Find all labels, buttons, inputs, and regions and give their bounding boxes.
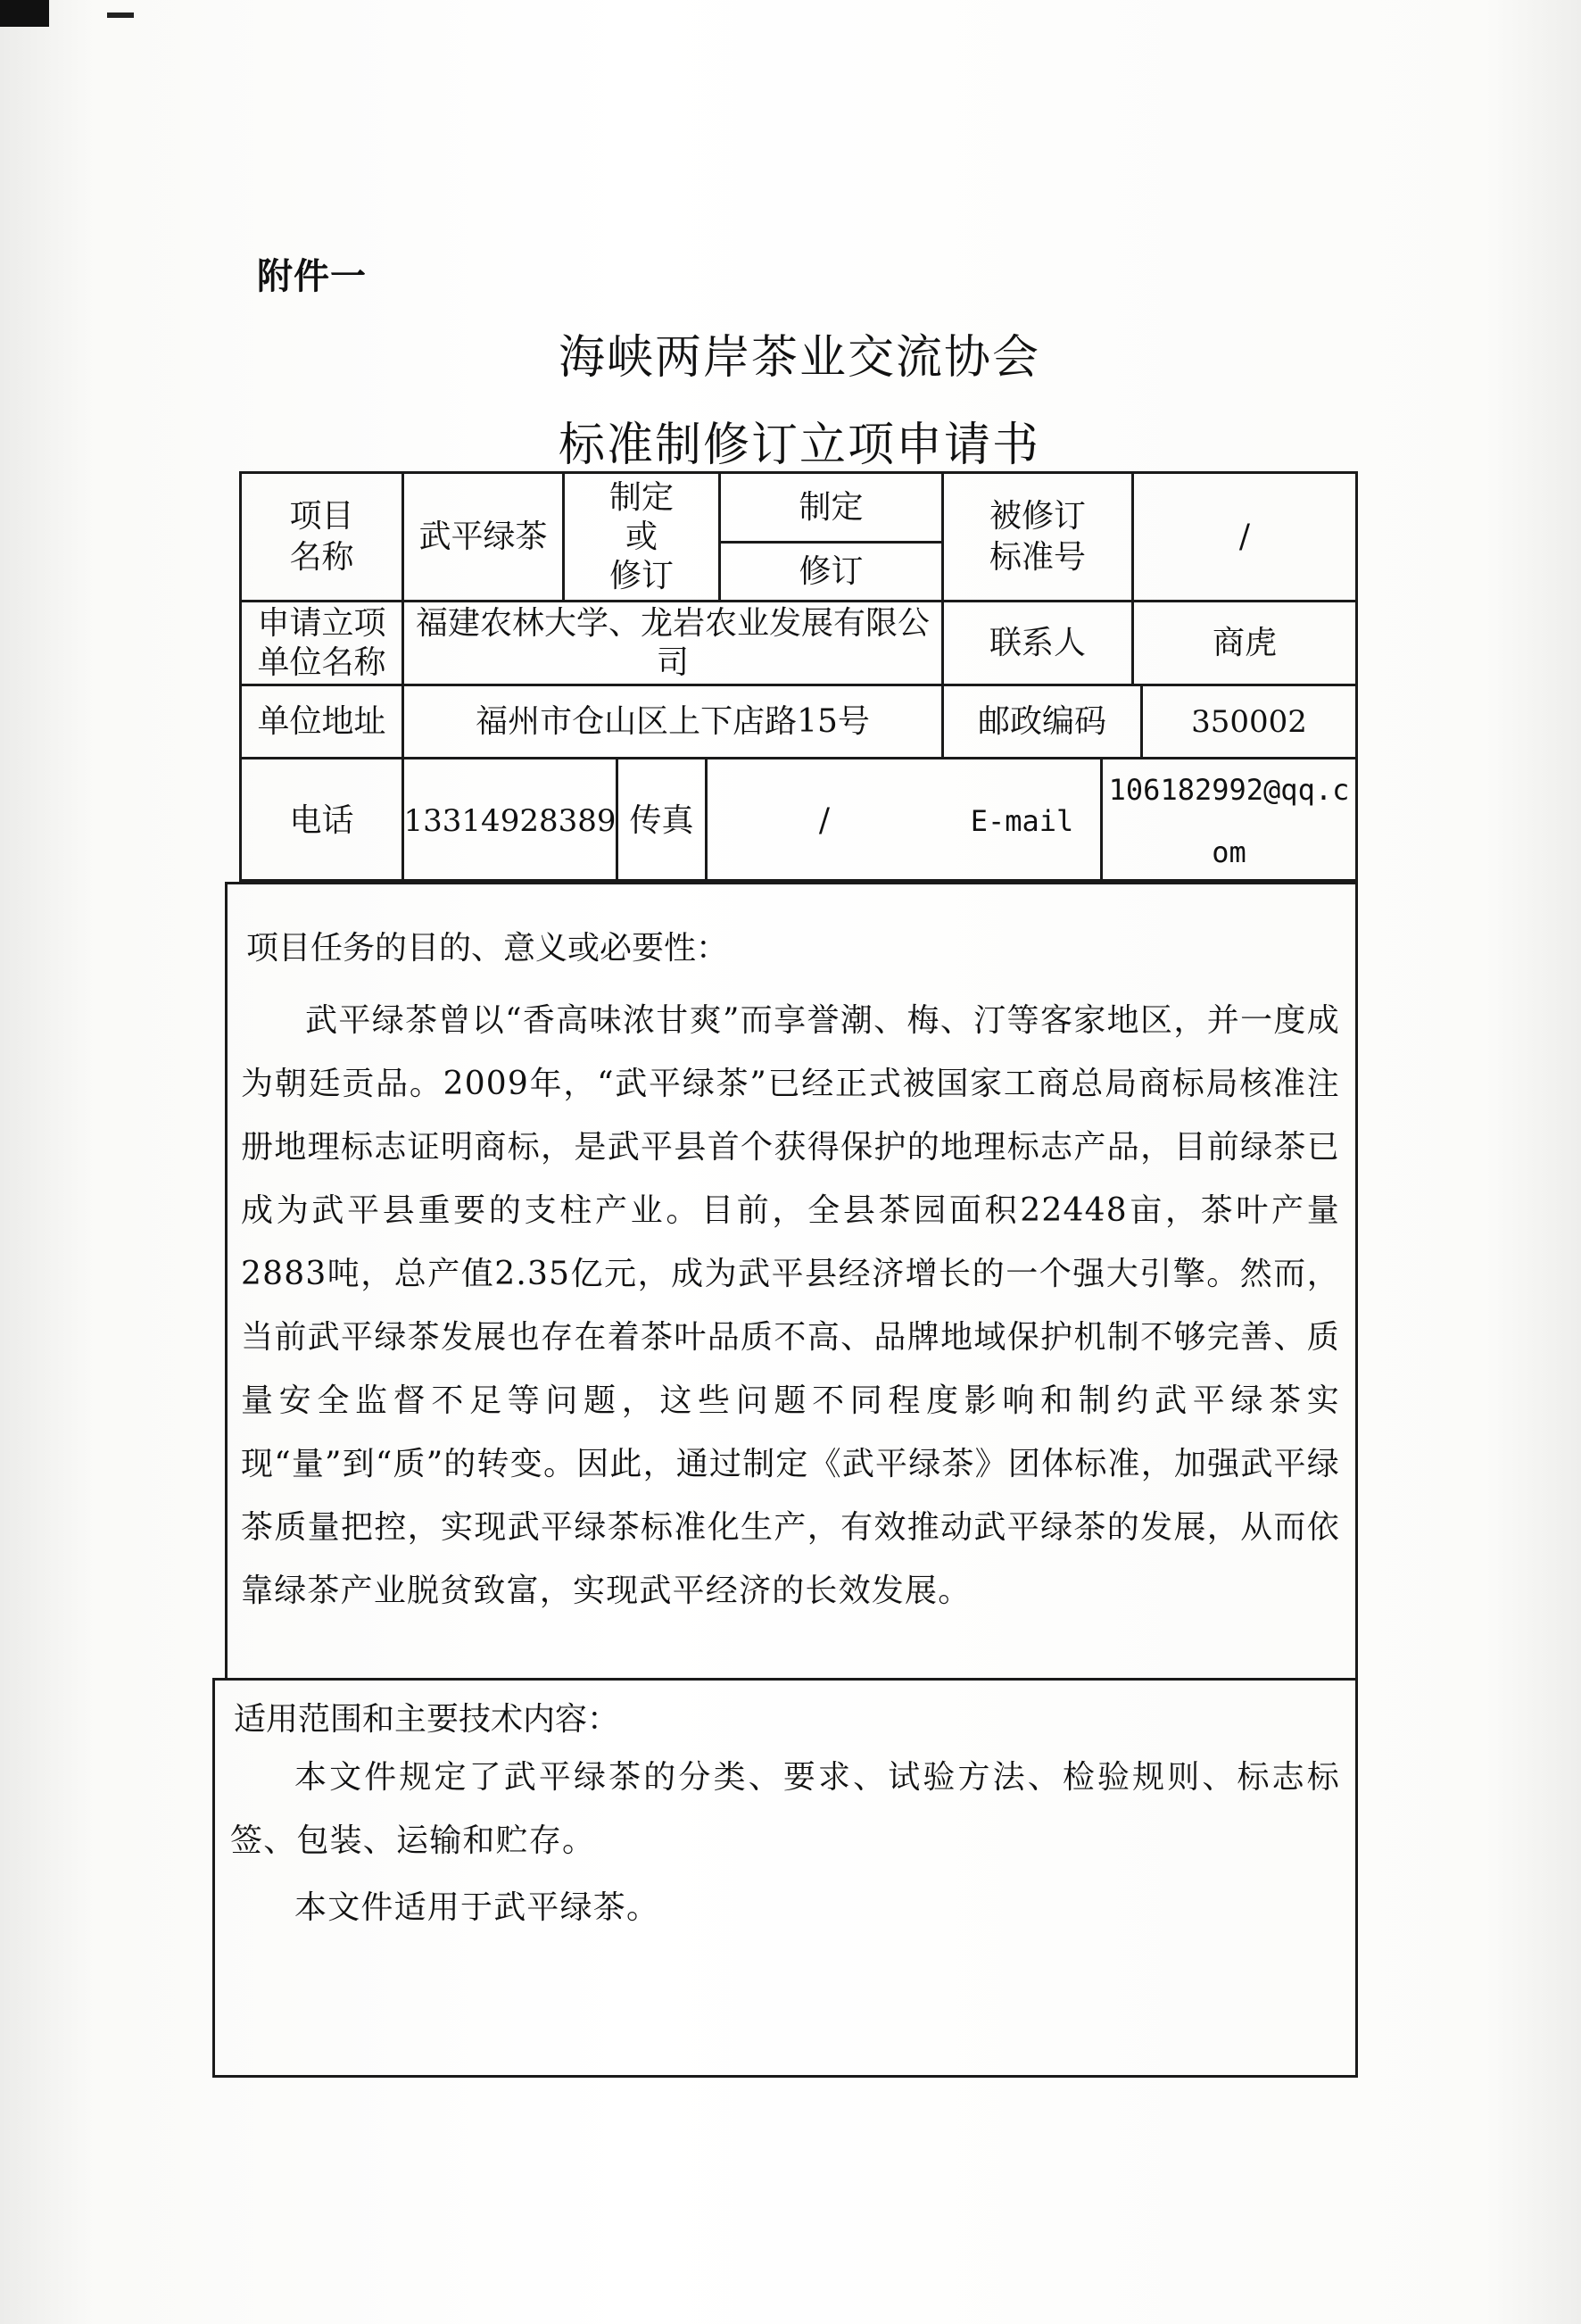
fax-label: 传真 (629, 801, 694, 839)
postcode-label: 邮政编码 (977, 702, 1106, 740)
formulate-option: 制定 (799, 488, 864, 526)
postcode-value: 350002 (1191, 703, 1307, 740)
purpose-paragraph: 武平绿茶曾以“香高味浓甘爽”而享誉潮、梅、汀等客家地区，并一度成为朝廷贡品。2009年，“武平绿茶”已经正式被国家工商总局商标局核准注册地理标志证明商标，是武平县首个获得保护的地理标志产品，目前绿茶已成为武平县重要的支柱产业。目前，全县茶园面积22448亩，茶叶产量2883吨，总产值2.35亿元，成为武平县经济增长的一个强大引擎。然而，当前武平绿茶发展也存在着茶叶品质不高、品牌地域保护机制不够完善、质量安全监督不足等问题，这些问题不同程度影响和制约武平绿茶实现“量”到“质”的转变。因此，通过制定《武平绿茶》团体标准，加强武平绿茶质量把控，实现武平绿茶标准化生产，有效推动武平绿茶的发展，从而依靠绿茶产业脱贫致富，实现武平经济的长效发展。 (241, 1002, 1340, 1609)
address-value: 福州市仓山区上下店路15号 (476, 702, 870, 740)
email-value: 106182992@qq.c om (1108, 772, 1350, 869)
formulate-or-revise-label: 制定 或 修订 (608, 478, 674, 594)
revised-standard-no-label: 被修订 标准号 (989, 497, 1086, 576)
phone-value: 13314928389 (403, 802, 617, 839)
scope-paragraph-1: 本文件规定了武平绿茶的分类、要求、试验方法、检验规则、标志标签、包装、运输和贮存。 (230, 1759, 1340, 1859)
fax-value: / (818, 801, 831, 839)
applicant-unit-value: 福建农林大学、龙岩农业发展有限公 司 (415, 604, 930, 681)
phone-label: 电话 (289, 801, 354, 839)
contact-value: 商虎 (1212, 624, 1277, 661)
scan-edge-mark (0, 0, 49, 27)
attachment-label: 附件一 (257, 256, 367, 297)
revise-option: 修订 (799, 552, 864, 590)
scope-paragraph-2: 本文件适用于武平绿茶。 (294, 1889, 660, 1926)
scope-heading: 适用范围和主要技术内容： (234, 1701, 620, 1738)
address-label: 单位地址 (257, 702, 386, 740)
project-name-value: 武平绿茶 (418, 518, 548, 555)
revised-standard-no-value: / (1238, 518, 1251, 555)
applicant-unit-label: 申请立项 单位名称 (257, 604, 386, 681)
contact-label: 联系人 (989, 624, 1086, 661)
document-title-line1: 海峡两岸茶业交流协会 (558, 331, 1040, 385)
document-title-line2: 标准制修订立项申请书 (558, 419, 1040, 472)
email-label: E-mail (970, 803, 1074, 838)
purpose-body (241, 989, 1340, 1623)
scan-edge-mark (107, 12, 134, 18)
scope-body (230, 1746, 1340, 1939)
purpose-heading: 项目任务的目的、意义或必要性： (246, 930, 729, 967)
project-name-label: 项目 名称 (289, 497, 354, 576)
